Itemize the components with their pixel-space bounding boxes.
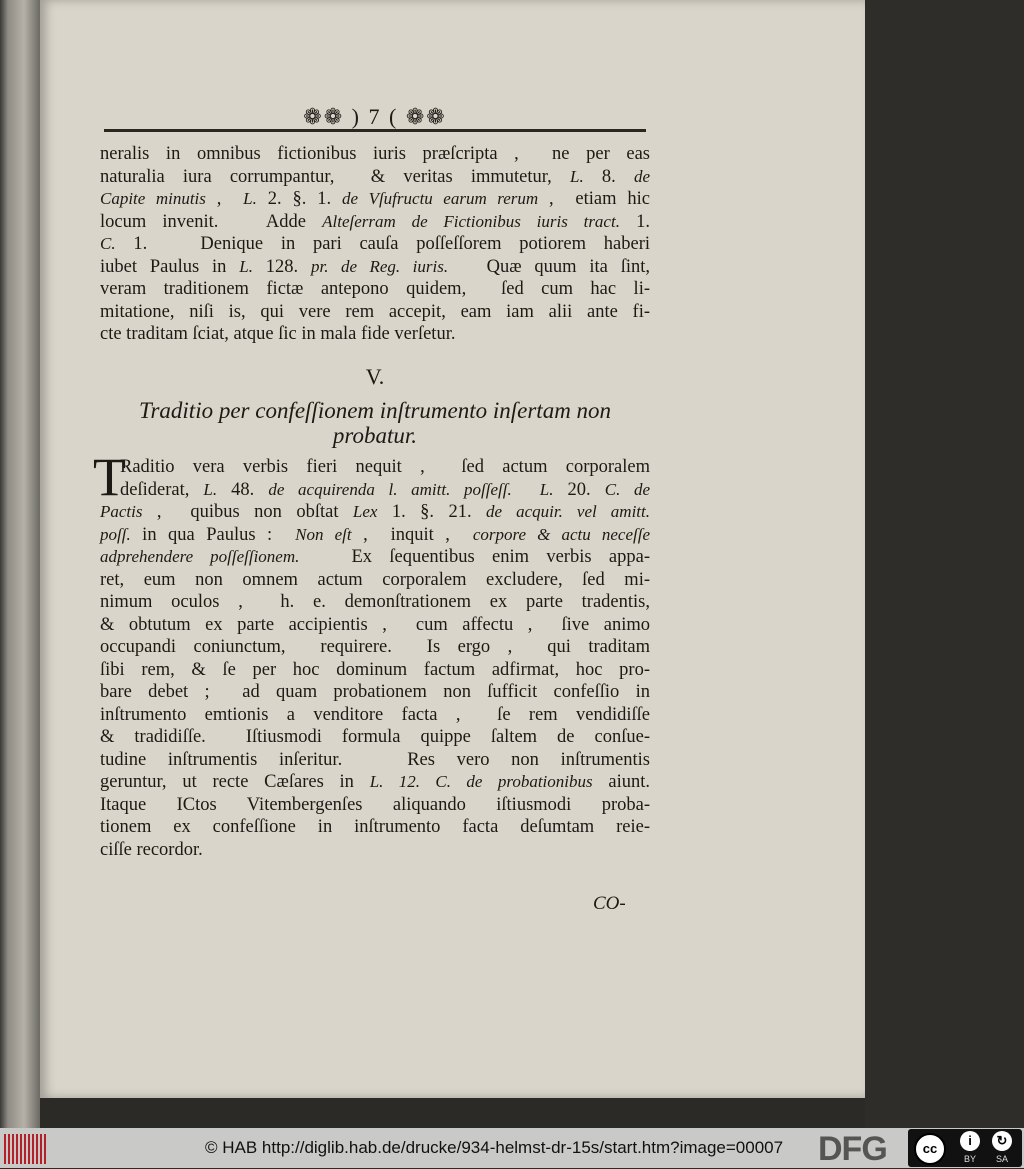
text-line <box>100 233 650 256</box>
italic-citation: de Vſufructu earum rerum <box>342 189 539 208</box>
text-segment: 1. <box>619 211 650 232</box>
text-segment: neralis in omnibus fictionibus iuris præſcripta , ne per eas <box>100 144 650 164</box>
text-line <box>100 256 650 279</box>
text-segment: , quibus non obſtat <box>142 502 353 522</box>
sa-share-alike-icon: ↻ <box>992 1131 1012 1151</box>
by-attribution-icon: i <box>960 1131 980 1151</box>
text-line <box>100 301 650 324</box>
text-line <box>100 704 650 727</box>
text-line <box>100 681 650 704</box>
cc-license-badge[interactable] <box>908 1129 1022 1167</box>
text-segment: , inquit , <box>351 524 473 545</box>
text-segment: , etiam hic <box>538 189 651 209</box>
paragraph-1 <box>100 143 650 346</box>
text-segment: , <box>205 189 244 209</box>
italic-citation: Capite minutis <box>100 189 206 208</box>
italic-citation: corpore & actu neceſſe <box>472 524 650 544</box>
scan-background <box>865 0 1024 1128</box>
text-segment: ret, eum non omnem actum corporalem excludere, ſed mi- <box>100 569 650 590</box>
text-line <box>120 479 650 502</box>
text-line <box>100 816 650 839</box>
italic-citation: Pactis <box>100 502 143 521</box>
text-line <box>100 211 650 234</box>
text-line <box>120 456 650 479</box>
text-segment: iubet Paulus in <box>100 256 240 277</box>
italic-citation: C. de <box>604 479 651 499</box>
italic-citation: L. <box>203 479 218 499</box>
text-segment: cte traditam ſciat, atque ſic in mala fide verſetur. <box>100 324 456 344</box>
footer-bar <box>0 1128 1024 1168</box>
text-line <box>100 323 650 346</box>
text-line <box>100 726 650 749</box>
text-segment: Itaque ICtos Vitembergenſes aliquando iſtiusmodi proba- <box>100 794 650 815</box>
italic-citation: Alteſerram de Fictionibus iuris tract. <box>322 211 620 231</box>
italic-citation: Non eſt <box>295 524 352 544</box>
text-segment: 1. Denique in pari cauſa poſſeſſorem potiorem haberi <box>115 234 650 254</box>
text-segment: naturalia iura corrumpantur, & veritas immutetur, <box>100 166 570 187</box>
section-title-line-1: Traditio per confeſſionem inſtrumento inſertam non <box>138 398 612 423</box>
text-segment: Quæ quum ita ſint, <box>448 256 651 277</box>
text-segment: 128. <box>252 256 312 277</box>
text-segment: in qua Paulus : <box>130 524 296 545</box>
text-line <box>100 659 650 682</box>
drop-cap: T <box>93 447 126 507</box>
text-segment: nimum oculos , h. e. demonſtrationem ex parte tradentis, <box>100 592 650 612</box>
text-segment: 8. <box>583 166 634 187</box>
text-segment: & obtutum ex parte accipientis , cum affectu , ſive animo <box>100 614 650 635</box>
italic-citation: poſſ. <box>100 524 131 544</box>
text-segment: geruntur, ut recte Cæſares in <box>100 772 370 792</box>
text-segment: locum invenit. Adde <box>100 211 323 232</box>
text-segment: tudine inſtrumentis inſeritur. Res vero non inſtrumentis <box>100 749 650 770</box>
italic-citation: L. <box>239 256 253 276</box>
italic-citation: C. <box>100 234 116 253</box>
text-line <box>100 501 650 524</box>
text-line <box>100 794 650 817</box>
text-line <box>100 166 650 189</box>
italic-citation: L. 12. C. de probationibus <box>369 772 593 791</box>
running-head: ❁❁ ) 7 ( ❁❁ <box>303 104 447 129</box>
by-label: BY <box>964 1154 977 1164</box>
italic-citation: de acquir. vel amitt. <box>486 502 650 521</box>
text-segment: aiunt. <box>592 772 651 792</box>
text-segment: veram traditionem fictæ antepono quidem, ſed cum hac li- <box>100 279 650 299</box>
text-segment: & tradidiſſe. Iſtiusmodi formula quippe ſaltem de conſue- <box>100 727 650 747</box>
italic-citation: de <box>633 166 651 186</box>
italic-citation: L. <box>570 166 584 186</box>
section-number: V. <box>365 364 385 389</box>
header-rule <box>104 129 646 132</box>
text-segment: 48. <box>217 479 269 500</box>
sa-label: SA <box>996 1154 1009 1164</box>
text-segment: occupandi coniunctum, requirere. Is ergo , qui traditam <box>100 637 650 657</box>
text-segment: 1. §. 21. <box>377 502 487 522</box>
hab-logo-icon <box>4 1134 46 1164</box>
cc-icon: cc <box>914 1133 946 1165</box>
adjacent-page-edge <box>0 0 40 1128</box>
text-segment: tionem ex confeſſione in inſtrumento facta deſumtam reie- <box>100 817 650 837</box>
text-line <box>100 614 650 637</box>
text-line <box>100 839 650 862</box>
italic-citation: adprehendere poſſeſſionem. <box>100 547 300 566</box>
section-title-line-2: probatur. <box>332 423 418 448</box>
text-line <box>100 771 650 794</box>
italic-citation: Lex <box>352 502 378 521</box>
italic-citation: L. <box>243 189 257 208</box>
paragraph-2 <box>100 456 650 861</box>
text-line <box>100 278 650 301</box>
text-line <box>100 143 650 166</box>
text-line <box>100 591 650 614</box>
catchword: CO- <box>593 893 626 914</box>
text-line <box>100 569 650 592</box>
text-segment <box>512 480 540 500</box>
text-line <box>100 188 650 211</box>
section-title <box>100 398 650 448</box>
text-segment: bare debet ; ad quam probationem non ſufficit confeſſio in <box>100 682 650 702</box>
text-segment: ciſſe recordor. <box>100 839 203 860</box>
text-segment: Raditio vera verbis fieri nequit , ſed actum corporalem <box>120 457 650 477</box>
text-segment: Ex ſequentibus enim verbis appa- <box>299 547 650 567</box>
text-line <box>100 524 650 547</box>
text-line <box>100 749 650 772</box>
text-segment: 20. <box>553 479 605 500</box>
italic-citation: de acquirenda l. amitt. poſſeſſ. <box>268 479 512 499</box>
dfg-logo: DFG <box>818 1130 887 1168</box>
italic-citation: L. <box>539 479 554 499</box>
text-segment: deſiderat, <box>120 479 204 500</box>
text-segment: ſibi rem, & ſe per hoc dominum factum adfirmat, hoc pro- <box>100 659 650 680</box>
italic-citation: pr. de Reg. iuris. <box>311 256 449 276</box>
text-segment: inſtrumento emtionis a venditore facta , ſe rem vendidiſſe <box>100 704 650 725</box>
credit-link[interactable]: © HAB http://diglib.hab.de/drucke/934-helmst-dr-15s/start.htm?image=00007 <box>205 1138 784 1157</box>
text-line <box>100 546 650 569</box>
text-line <box>100 636 650 659</box>
text-segment: 2. §. 1. <box>256 189 343 209</box>
text-segment: mitatione, niſi is, qui vere rem accepit, eam iam alii ante fi- <box>100 301 650 322</box>
